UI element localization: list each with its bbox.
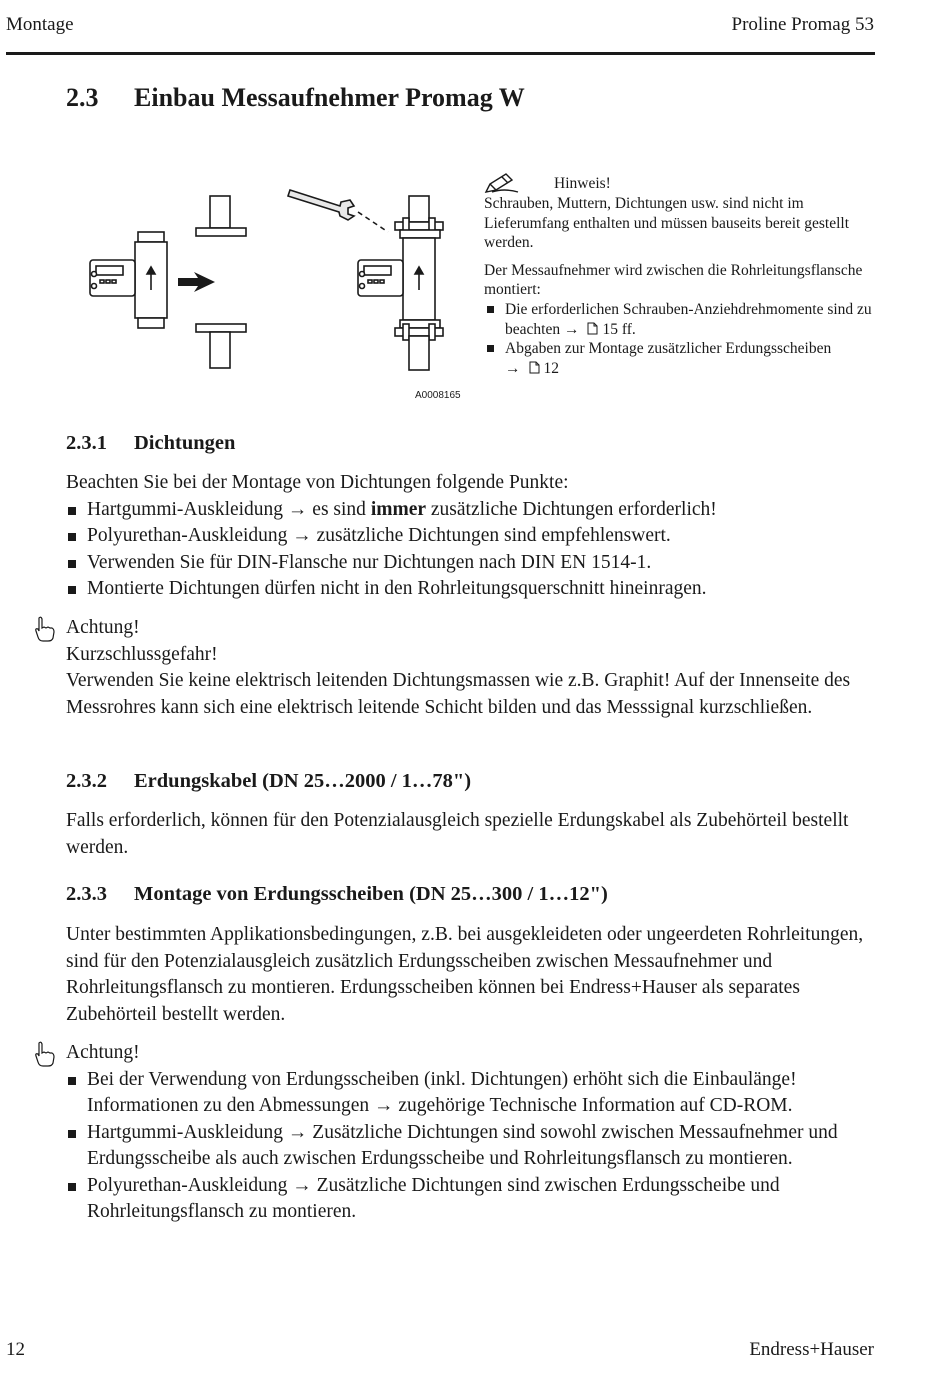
note-list [484, 300, 876, 378]
note-item-text: Abgaben zur Montage zusätzlicher Erdungsscheiben [505, 340, 832, 358]
dichtungen-body [66, 470, 878, 603]
note-item-ref[interactable]: 12 [543, 359, 559, 377]
list-item: Polyurethan-Auskleidung → Zusätzliche Dichtungen sind zwischen Erdungsscheibe und Rohrleitungsflansch zu montieren. [66, 1173, 878, 1226]
list-item: Bei der Verwendung von Erdungsscheiben (inkl. Dichtungen) erhöht sich die Einbaulänge! Informationen zu den Abmessungen → zugehörige Technische Information auf CD-ROM. [66, 1067, 878, 1120]
emphasis: immer [370, 498, 427, 520]
sensor-left-drawing [90, 232, 167, 328]
header-rule [6, 52, 875, 55]
section-heading [66, 83, 525, 113]
page-ref-icon [587, 322, 598, 335]
pencil-icon [484, 172, 524, 194]
subsection-number: 2.3.1 [66, 432, 107, 454]
note-list-item: Abgaben zur Montage zusätzlicher Erdungsscheiben → 12 [484, 339, 876, 378]
section-title: Einbau Messaufnehmer Promag W [134, 83, 525, 112]
erdungskabel-text: Falls erforderlich, können für den Potenzialausgleich spezielle Erdungskabel als Zubehörteil bestellt werden. [66, 810, 849, 858]
sensor-right-drawing [358, 196, 443, 370]
wrench-drawing [288, 190, 354, 220]
note-item-ref[interactable]: 15 ff. [602, 320, 636, 338]
dichtungen-intro: Beachten Sie bei der Montage von Dichtungen folgende Punkte: [66, 472, 569, 493]
warning-hand-icon [34, 1041, 56, 1067]
figure-code: A0008165 [415, 390, 461, 401]
warning-kurzschluss [66, 615, 878, 721]
header-product: Proline Promag 53 [731, 14, 874, 35]
list-item: Verwenden Sie für DIN-Flansche nur Dichtungen nach DIN EN 1514-1. [66, 550, 878, 577]
erdungsscheiben-text: Unter bestimmten Applikationsbedingungen, z.B. bei ausgekleideten oder ungeerdeten Rohrleitungen, sind für den Potenzialausgleich zusätzlich Erdungsscheiben zwischen Messaufnehmer und Rohrleitungsflansch zu montieren. Erdungsscheiben können bei Endress+Hauser als separates Zubehörteil bestellt werden. [66, 924, 864, 1025]
note-title: Hinweis! [554, 175, 611, 193]
subsection-title: Dichtungen [134, 432, 236, 454]
note-box [484, 172, 876, 378]
subsection-number: 2.3.3 [66, 883, 107, 905]
warning-hand-icon [34, 616, 56, 642]
section-number: 2.3 [66, 83, 99, 112]
note-list-item [484, 300, 876, 339]
footer-page-number: 12 [6, 1339, 25, 1360]
direction-arrow [178, 272, 215, 292]
subsection-heading-232 [66, 770, 471, 793]
list-item: Hartgummi-Auskleidung → Zusätzliche Dichtungen sind sowohl zwischen Messaufnehmer und Erdungsscheibe als auch zwischen Erdungsscheibe und Rohrleitungsflansch zu montieren. [66, 1120, 878, 1173]
warning-text: Verwenden Sie keine elektrisch leitenden Dichtungsmassen wie z.B. Graphit! Auf der Innenseite des Messrohres kann sich eine elektrisch leitende Schicht bilden und das Messsignal kurzschließen. [66, 670, 851, 718]
erdungskabel-body [66, 808, 878, 861]
header-section: Montage [6, 14, 74, 35]
list-item: Montierte Dichtungen dürfen nicht in den Rohrleitungsquerschnitt hineinragen. [66, 576, 878, 603]
installation-figure [82, 178, 462, 392]
note-paragraph-1: Schrauben, Muttern, Dichtungen usw. sind nicht im Lieferumfang enthalten und müssen bauseits bereit gestellt werden. [484, 195, 849, 252]
warning-erdungsscheiben [66, 1040, 878, 1226]
dichtungen-list [66, 497, 878, 603]
warning-title: Achtung! [66, 617, 140, 638]
subsection-heading-231 [66, 432, 235, 455]
note-item-text: Die erforderlichen Schrauben-Anziehdrehmomente sind zu beachten → [505, 300, 872, 338]
subsection-title: Montage von Erdungsscheiben (DN 25…300 / 1…12") [134, 883, 608, 905]
warning-title: Achtung! [66, 1042, 140, 1063]
subsection-number: 2.3.2 [66, 770, 107, 792]
footer-brand: Endress+Hauser [749, 1339, 874, 1360]
warning-subtitle: Kurzschlussgefahr! [66, 643, 218, 665]
note-paragraph-2: Der Messaufnehmer wird zwischen die Rohrleitungsflansche montiert: [484, 261, 863, 299]
erdungsscheiben-body [66, 922, 878, 1028]
list-item: Hartgummi-Auskleidung → es sind immer zusätzliche Dichtungen erforderlich! [66, 497, 878, 524]
subsection-heading-233 [66, 883, 608, 906]
page-ref-icon [529, 361, 540, 374]
warning-list [66, 1067, 878, 1226]
note-title-row [484, 172, 876, 194]
subsection-title: Erdungskabel (DN 25…2000 / 1…78") [134, 770, 472, 792]
list-item: Polyurethan-Auskleidung → zusätzliche Dichtungen sind empfehlenswert. [66, 523, 878, 550]
